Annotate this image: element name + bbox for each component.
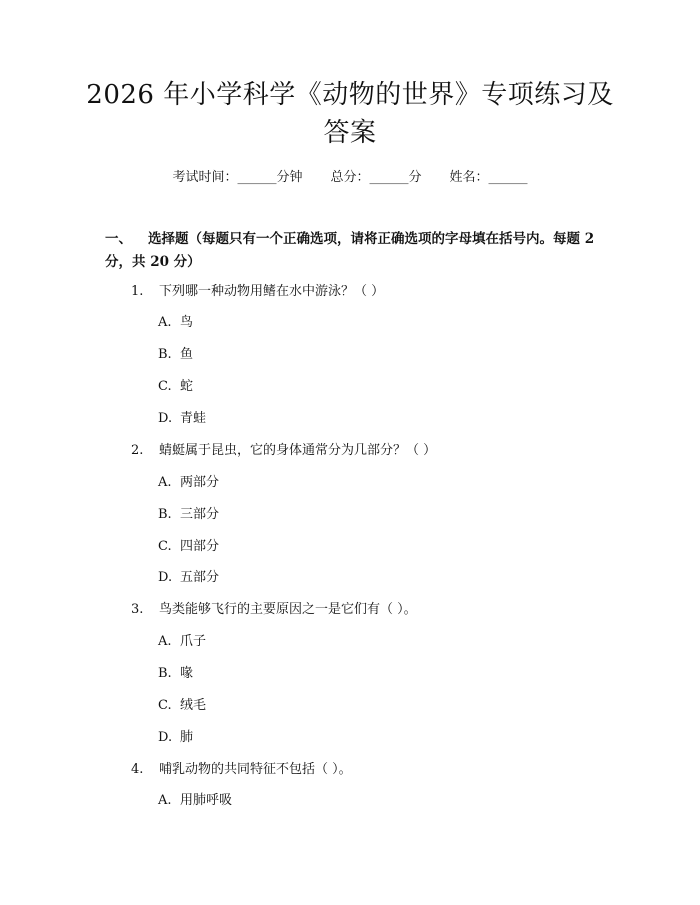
option-text: 蛇 [180, 379, 194, 394]
option-letter: C. [158, 698, 172, 713]
document-title: 2026 年小学科学《动物的世界》专项练习及答案 [86, 80, 614, 148]
total-score-blank: ______ [369, 170, 409, 185]
question [131, 760, 591, 780]
option-letter: B. [158, 507, 172, 522]
exam-time-label: 考试时间： [172, 170, 238, 185]
total-score-unit: 分 [408, 170, 422, 185]
option-letter: A. [158, 475, 172, 490]
answer-option [158, 313, 558, 333]
option-letter: D. [158, 730, 173, 745]
name-blank: ______ [488, 170, 528, 185]
answer-option [158, 728, 558, 748]
answer-option [158, 791, 558, 811]
question-text: 下列哪一种动物用鳍在水中游泳？（ ） [159, 284, 385, 299]
answer-option [158, 345, 558, 365]
option-text: 肺 [180, 730, 194, 745]
answer-option [158, 409, 558, 429]
question-number: 1. [131, 284, 144, 299]
question [131, 282, 591, 302]
answer-option [158, 568, 558, 588]
option-text: 两部分 [180, 475, 220, 490]
option-text: 五部分 [180, 570, 220, 585]
exam-time-blank: ______ [237, 170, 277, 185]
question [131, 441, 591, 461]
question-text: 哺乳动物的共同特征不包括（ ）。 [159, 762, 352, 777]
option-text: 爪子 [180, 634, 207, 649]
answer-option [158, 377, 558, 397]
option-text: 鱼 [180, 347, 194, 362]
option-letter: C. [158, 379, 172, 394]
option-letter: D. [158, 570, 173, 585]
section-heading [105, 228, 600, 274]
option-text: 三部分 [180, 507, 220, 522]
question-number: 3. [131, 602, 144, 617]
answer-option [158, 505, 558, 525]
answer-option [158, 696, 558, 716]
option-letter: B. [158, 347, 172, 362]
option-text: 四部分 [180, 539, 220, 554]
option-letter: D. [158, 411, 173, 426]
exam-info-line [0, 168, 700, 188]
question [131, 600, 591, 620]
option-letter: A. [158, 793, 172, 808]
answer-option [158, 664, 558, 684]
question-number: 2. [131, 443, 144, 458]
answer-option [158, 632, 558, 652]
option-text: 用肺呼吸 [180, 793, 233, 808]
name-label: 姓名： [449, 170, 489, 185]
option-text: 青蛙 [180, 411, 207, 426]
option-letter: A. [158, 634, 172, 649]
section-number: 一、 [105, 231, 132, 247]
option-letter: B. [158, 666, 172, 681]
question-number: 4. [131, 762, 144, 777]
question-text: 蜻蜓属于昆虫，它的身体通常分为几部分？（ ） [159, 443, 437, 458]
option-letter: A. [158, 315, 172, 330]
answer-option [158, 537, 558, 557]
option-text: 鸟 [180, 315, 194, 330]
section-instructions: 选择题（每题只有一个正确选项，请将正确选项的字母填在括号内。每题 2 分，共 20 分） [105, 231, 595, 270]
exam-time-unit: 分钟 [276, 170, 303, 185]
answer-option [158, 473, 558, 493]
option-text: 绒毛 [180, 698, 207, 713]
option-text: 喙 [180, 666, 194, 681]
question-text: 鸟类能够飞行的主要原因之一是它们有（ ）。 [159, 602, 417, 617]
option-letter: C. [158, 539, 172, 554]
total-score-label: 总分： [330, 170, 370, 185]
